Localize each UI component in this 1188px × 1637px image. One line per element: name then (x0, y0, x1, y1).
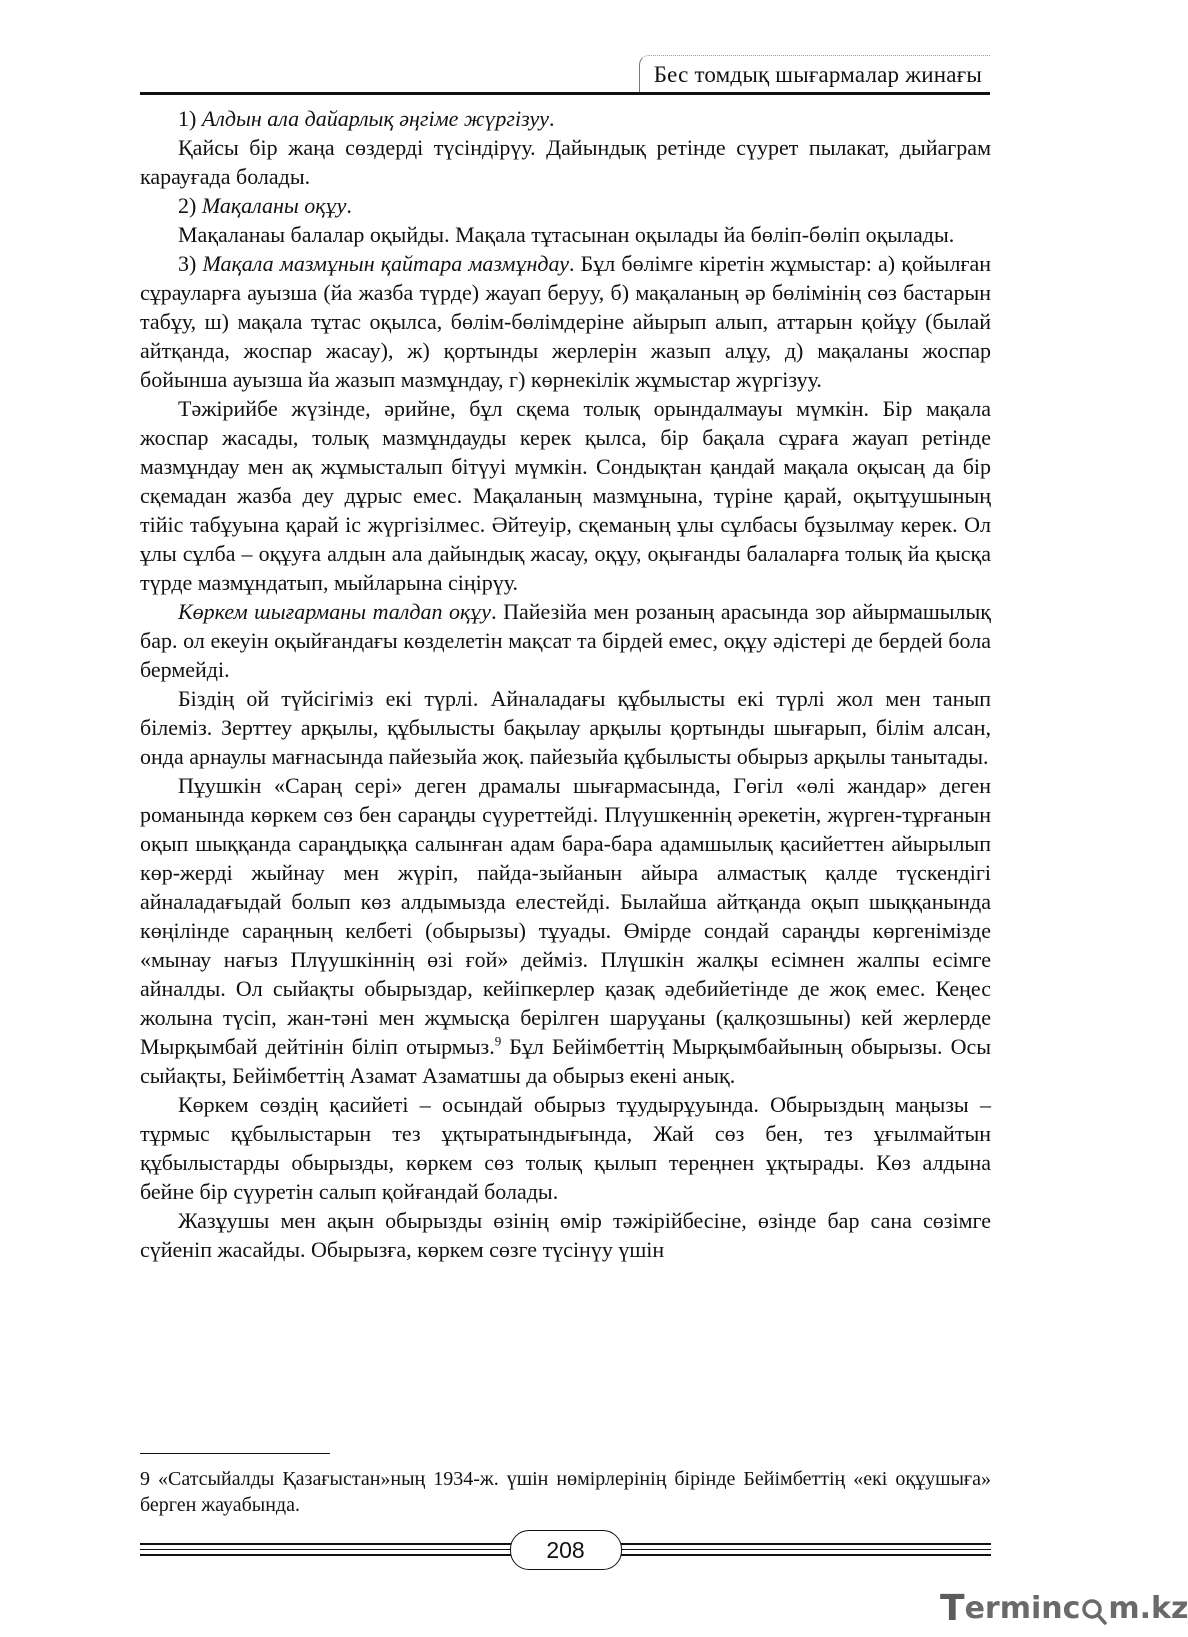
paragraph: Қайсы бір жаңа сөздерді түсіндірүу. Дайындық ретінде сүурет пылакат, дыйаграм карауғада болады. (140, 135, 991, 189)
footnote (140, 1466, 991, 1518)
paragraph: 2) Мақаланы оқұу. (178, 193, 352, 218)
paragraph: Жазұушы мен ақын обырызды өзінің өмір тәжірійбесіне, өзінде бар сана сөзімге сүйеніп жасайды. Обырызға, көркем сөзге түсінүу үшін (140, 1208, 991, 1262)
header-rule (140, 92, 990, 95)
section-heading: Көркем шығарманы талдап оқұу (178, 599, 492, 624)
page-number: 208 (546, 1536, 585, 1563)
paragraph: Көркем сөздің қасийеті – осындай обырыз тұудырұуында. Обырыздың маңызы – тұрмыс құбылыстарын тез ұқтыратындығында, Жай сөз бен, тез ұғылмайтын құбылыстарды обырызды, көркем сөз толық қылып тереңнен ұқтырады. Көз алдына бейне бір сүуретін салып қойғандай болады. (140, 1092, 991, 1204)
page-number-badge (510, 1530, 622, 1570)
book-title: Бес томдық шығармалар жинағы (653, 61, 982, 87)
footnote-rule (140, 1453, 330, 1454)
watermark-logo: T erminc m.kz (940, 1587, 1188, 1629)
main-text (140, 104, 991, 1264)
paragraph: Біздің ой түйсігіміз екі түрлі. Айналадағы құбылысты екі түрлі жол мен танып білеміз. Зерттеу арқылы, құбылысты бақылау арқылы қортынды шығарып, білім алсан, онда арнаулы мағнасында пайезыйа жоқ. пайезыйа құбылысты обырыз арқылы танытады. (140, 686, 991, 769)
footnote-marker: 9 (494, 1033, 502, 1049)
running-header (140, 55, 990, 95)
section-heading: Мақаланы оқұу (201, 193, 347, 218)
header-tab (639, 55, 990, 93)
section-heading: Алдын ала дайарлық әңгіме жүргізуу (201, 106, 550, 131)
paragraph: Пұушкін «Сараң сері» деген драмалы шығармасында, Гөгіл «өлі жандар» деген романында көркем сөз бен сараңды сүуреттейді. Плүушкеннің әрекетін, жүрген-тұрғанын оқып шыққанда сараңдыққа салынған адам бара-бара адамшылық қасийеттен айырылып көр-жерді жыйнау мен жүріп, пайда-зыйанын айыра алмастық қалде түскендігі айналадағыдай болып көз алдымызда елестейді. Былайша айтқанда оқып шыққанында көңілінде сараңның келбеті (обырызы) тұуады. Өмірде сондай сараңды көргенімізде «мынау нағыз Плүушкіннің өзі ғой» дейміз. Плүшкін жалқы есімнен жалпы есімге айналды. Ол сыйақты обырыздар, кейіпкерлер қазақ әдебийетінде де жоқ емес. Кеңес жолына түсіп, жан-тәні мен жұмысқа берілген шаруұаны (қалқозшыны) кей жерлерде Мырқымбай дейтінін біліп отырмыз.$^9$ Бұл Бейімбеттің Мырқымбайының обырызы. Осы сыйақты, Бейімбеттің Азамат Азаматшы да обырыз екені анық. (140, 773, 991, 1088)
section-heading: Мақала мазмұнын қайтара мазмұндау (202, 251, 569, 276)
magnifier-icon (1081, 1595, 1107, 1621)
paragraph: Көркем шығарманы талдап оқұу. Пайезійа мен розаның арасында зор айырмашылық бар. ол екеуін оқыйғандағы көзделетін мақсат та бірдей емес, оқұу әдістері де бердей бола бермейді. (140, 599, 991, 682)
footnote-text: 9 «Сатсыйалды Қазағыстан»ның 1934-ж. үшін нөмірлерінің бірінде Бейімбеттің «екі оқұушыға» берген жауабында. (140, 1468, 991, 1516)
paragraph: 1) Алдын ала дайарлық әңгіме жүргізуу. (178, 106, 555, 131)
page-footer (140, 1530, 991, 1570)
paragraph: Мақаланаы балалар оқыйды. Мақала тұтасынан оқылады йа бөліп-бөліп оқылады. (178, 222, 955, 247)
paragraph: 3) Мақала мазмұнын қайтара мазмұндау. Бұл бөлімге кіретін жұмыстар: а) қойылған сұрауларға ауызша (йа жазба түрде) жауап беруу, б) мақаланың әр бөлімінің сөз бастарын табұу, ш) мақала тұтас оқылса, бөлім-бөлімдеріне айырып алып, аттарын қойұу (былай айтқанда, жоспар жасау), ж) қортынды жерлерін жазып алұу, д) мақаланы жоспар бойынша ауызша йа жазып мазмұндау, г) көрнекілік жұмыстар жүргізуу. (140, 251, 992, 392)
paragraph: Тәжірийбе жүзінде, әрийне, бұл сқема толық орындалмауы мүмкін. Бір мақала жоспар жасады, толық мазмұндауды керек қылса, бір бақала сұраға жауап ретінде мазмұндау мен ақ жұмысталып бітүуі мүмкін. Сондықтан қандай мақала оқысаң да бір сқемадан жазба деу дұрыс емес. Мақаланың мазмұнына, түріне қарай, оқытұушының тійіс табұуына қарай іс жүргізілмес. Әйтеуір, сқеманың ұлы сұлбасы бұзылмау керек. Ол ұлы сұлба – оқұуға алдын ала дайындық жасау, оқұу, оқығанды балаларға толық йа қысқа түрде мазмұндатып, мыйларына сіңірүу. (140, 396, 991, 595)
